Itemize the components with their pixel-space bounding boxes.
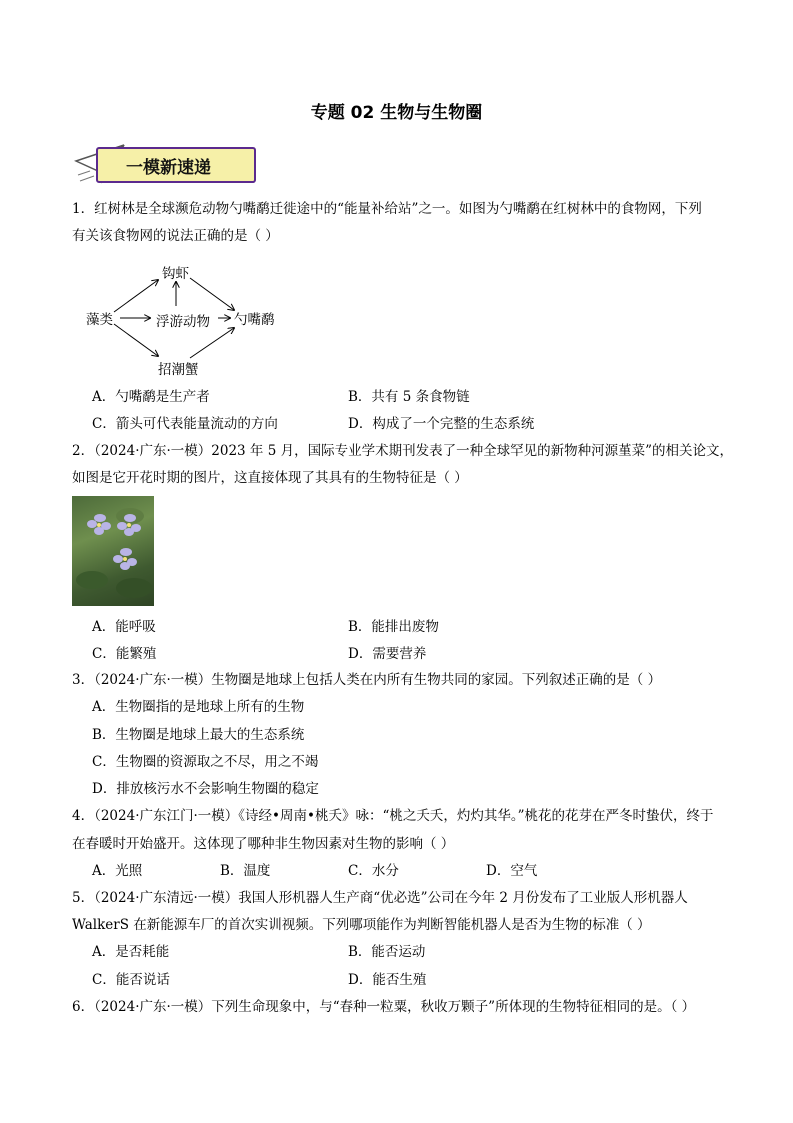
q2-option-d: D．需要营养 (348, 646, 427, 662)
q5-option-a: A．是否耗能 (92, 944, 170, 960)
q5-option-d: D．能否生殖 (348, 972, 427, 988)
question-1-line-2: 有关该食物网的说法正确的是（ ） (72, 228, 279, 244)
node-shaozuiyu: 勺嘴鹬 (234, 312, 275, 328)
node-zhaochaoxie: 招潮蟹 (158, 362, 199, 378)
q3-option-d: D．排放核污水不会影响生物圈的稳定 (92, 781, 319, 797)
q2-option-a: A．能呼吸 (92, 619, 156, 635)
node-gouxia: 钩虾 (162, 266, 189, 282)
question-2-line-2: 如图是它开花时期的图片，这直接体现了其具有的生物特征是（ ） (72, 470, 468, 486)
q5-option-c: C．能否说话 (92, 972, 170, 988)
question-4-line-1: 4．（2024·广东江门·一模）《诗经•周南•桃夭》咏：“桃之夭夭，灼灼其华。”桃花的花芽在严冬时蛰伏，终于 (72, 808, 714, 824)
q2-option-c: C．能繁殖 (92, 646, 157, 662)
question-5-line-1: 5．（2024·广东清远·一模）我国人形机器人生产商“优必选”公司在今年 2 月份发布了工业版人形机器人 (72, 890, 688, 906)
q1-option-c: C．箭头可代表能量流动的方向 (92, 416, 278, 432)
section-banner (74, 141, 254, 187)
node-fuyoudongwu: 浮游动物 (156, 314, 210, 330)
question-1-line-1: 1．红树林是全球濒危动物勺嘴鹬迁徙途中的“能量补给站”之一。如图为勺嘴鹬在红树林中的食物网，下列 (72, 201, 702, 217)
violet-flower-photo (72, 496, 154, 606)
q3-option-b: B．生物圈是地球上最大的生态系统 (92, 727, 305, 743)
q4-option-a: A．光照 (92, 863, 143, 879)
q5-option-b: B．能否运动 (348, 944, 426, 960)
question-4-line-2: 在春暖时开始盛开。这体现了哪种非生物因素对生物的影响（ ） (72, 836, 455, 852)
q1-option-b: B．共有 5 条食物链 (348, 389, 470, 405)
question-6-line-1: 6．（2024·广东·一模）下列生命现象中，与“春种一粒粟，秋收万颗子”所体现的生物特征相同的是。（ ） (72, 999, 696, 1015)
q4-option-b: B．温度 (220, 863, 271, 879)
q4-option-c: C．水分 (348, 863, 399, 879)
q2-option-b: B．能排出废物 (348, 619, 439, 635)
q1-option-d: D．构成了一个完整的生态系统 (348, 416, 535, 432)
food-web-diagram (84, 256, 294, 376)
question-3-line-1: 3．（2024·广东·一模）生物圈是地球上包括人类在内所有生物共同的家园。下列叙述正确的是（ ） (72, 672, 662, 688)
q3-option-c: C．生物圈的资源取之不尽，用之不竭 (92, 754, 319, 770)
q1-option-a: A．勺嘴鹬是生产者 (92, 389, 210, 405)
banner-label: 一模新速递 (126, 158, 211, 178)
question-2-line-1: 2．（2024·广东·一模）2023 年 5 月，国际专业学术期刊发表了一种全球罕见的新物种河源堇菜”的相关论文， (72, 443, 733, 459)
q4-option-d: D．空气 (486, 863, 538, 879)
question-5-line-2: WalkerS 在新能源车厂的首次实训视频。下列哪项能作为判断智能机器人是否为生物的标准（ ） (72, 917, 651, 933)
node-zaolei: 藻类 (86, 312, 113, 328)
q3-option-a: A．生物圈指的是地球上所有的生物 (92, 699, 305, 715)
page-title: 专题 02 生物与生物圈 (310, 103, 483, 123)
